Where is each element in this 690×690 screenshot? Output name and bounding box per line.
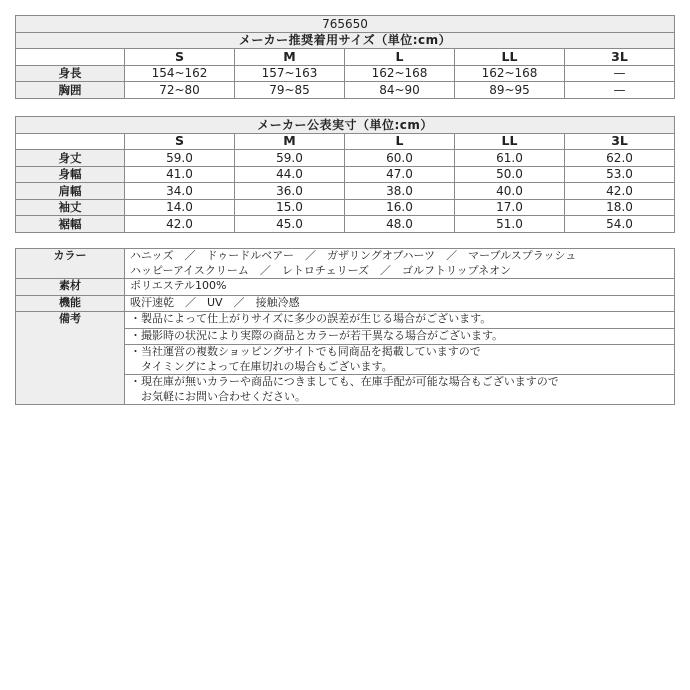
size-header: LL xyxy=(455,49,565,66)
cell-value: 42.0 xyxy=(565,183,675,200)
cell-value: 162~168 xyxy=(345,65,455,82)
cell-value: 60.0 xyxy=(345,150,455,167)
cell-value: 47.0 xyxy=(345,166,455,183)
cell-value: — xyxy=(565,65,675,82)
size-header: L xyxy=(345,49,455,66)
function-value: 吸汗速乾 ／ UV ／ 接触冷感 xyxy=(125,295,675,312)
product-code: 765650 xyxy=(16,16,675,33)
cell-value: 89~95 xyxy=(455,82,565,99)
cell-value: 36.0 xyxy=(235,183,345,200)
size-header: 3L xyxy=(565,133,675,150)
cell-value: 16.0 xyxy=(345,199,455,216)
size-header: M xyxy=(235,49,345,66)
cell-value: 40.0 xyxy=(455,183,565,200)
size-header: S xyxy=(125,133,235,150)
size-header: LL xyxy=(455,133,565,150)
size-header: 3L xyxy=(565,49,675,66)
size-header: L xyxy=(345,133,455,150)
note-line: ・現在庫が無いカラーや商品につきましても、在庫手配が可能な場合もございますので xyxy=(130,375,559,388)
color-label: カラー xyxy=(16,249,125,279)
recommended-title: メーカー推奨着用サイズ（単位:cm） xyxy=(16,32,675,49)
note-line: ・撮影時の状況により実際の商品とカラーが若干異なる場合がございます。 xyxy=(130,328,504,342)
cell-value: 45.0 xyxy=(235,216,345,233)
actual-title: メーカー公表実寸（単位:cm） xyxy=(16,117,675,134)
table-row xyxy=(16,65,675,82)
cell-value: 79~85 xyxy=(235,82,345,99)
color-value xyxy=(125,249,675,279)
cell-value: 48.0 xyxy=(345,216,455,233)
notes-row xyxy=(16,312,675,329)
cell-value: 54.0 xyxy=(565,216,675,233)
note-item xyxy=(125,312,675,329)
cell-value: 53.0 xyxy=(565,166,675,183)
row-label: 肩幅 xyxy=(16,183,125,200)
row-label: 胸囲 xyxy=(16,82,125,99)
cell-value: 59.0 xyxy=(125,150,235,167)
cell-value: 18.0 xyxy=(565,199,675,216)
cell-value: 17.0 xyxy=(455,199,565,216)
table-row xyxy=(16,216,675,233)
cell-value: 59.0 xyxy=(235,150,345,167)
cell-value: 38.0 xyxy=(345,183,455,200)
notes-label: 備考 xyxy=(16,312,125,405)
table-row xyxy=(16,199,675,216)
cell-value: 44.0 xyxy=(235,166,345,183)
note-line: タイミングによって在庫切れの場合もございます。 xyxy=(130,359,393,373)
note-line: ・当社運営の複数ショッピングサイトでも同商品を掲載していますので xyxy=(130,345,481,358)
note-item xyxy=(125,345,675,375)
actual-size-table xyxy=(15,116,675,233)
cell-value: 72~80 xyxy=(125,82,235,99)
table-row xyxy=(16,183,675,200)
size-header: S xyxy=(125,49,235,66)
cell-value: 157~163 xyxy=(235,65,345,82)
table-row xyxy=(16,150,675,167)
cell-value: 61.0 xyxy=(455,150,565,167)
row-label: 身幅 xyxy=(16,166,125,183)
cell-value: 162~168 xyxy=(455,65,565,82)
note-item xyxy=(125,375,675,405)
cell-value: 15.0 xyxy=(235,199,345,216)
size-header: M xyxy=(235,133,345,150)
cell-value: 62.0 xyxy=(565,150,675,167)
row-label: 袖丈 xyxy=(16,199,125,216)
note-line: お気軽にお問い合わせください。 xyxy=(130,389,306,403)
cell-value: 154~162 xyxy=(125,65,235,82)
corner-cell xyxy=(16,133,125,150)
function-label: 機能 xyxy=(16,295,125,312)
row-label: 身長 xyxy=(16,65,125,82)
recommended-size-table xyxy=(15,15,675,99)
product-info-table xyxy=(15,248,675,405)
function-row xyxy=(16,295,675,312)
table-row xyxy=(16,82,675,99)
color-row xyxy=(16,249,675,279)
row-label: 身丈 xyxy=(16,150,125,167)
cell-value: — xyxy=(565,82,675,99)
corner-cell xyxy=(16,49,125,66)
table-row xyxy=(16,166,675,183)
note-line: ・製品によって仕上がりサイズに多少の誤差が生じる場合がございます。 xyxy=(130,312,492,325)
material-row xyxy=(16,279,675,296)
cell-value: 50.0 xyxy=(455,166,565,183)
color-line: ハッピーアイスクリーム ／ レトロチェリーズ ／ ゴルフトリップネオン xyxy=(130,263,512,277)
cell-value: 14.0 xyxy=(125,199,235,216)
cell-value: 34.0 xyxy=(125,183,235,200)
row-label: 裾幅 xyxy=(16,216,125,233)
material-value: ポリエステル100% xyxy=(125,279,675,296)
cell-value: 84~90 xyxy=(345,82,455,99)
cell-value: 42.0 xyxy=(125,216,235,233)
cell-value: 41.0 xyxy=(125,166,235,183)
color-line: ハニッズ ／ ドゥードルベアー ／ ガザリングオブハーツ ／ マーブルスプラッシュ xyxy=(130,249,577,262)
material-label: 素材 xyxy=(16,279,125,296)
note-item xyxy=(125,328,675,345)
cell-value: 51.0 xyxy=(455,216,565,233)
